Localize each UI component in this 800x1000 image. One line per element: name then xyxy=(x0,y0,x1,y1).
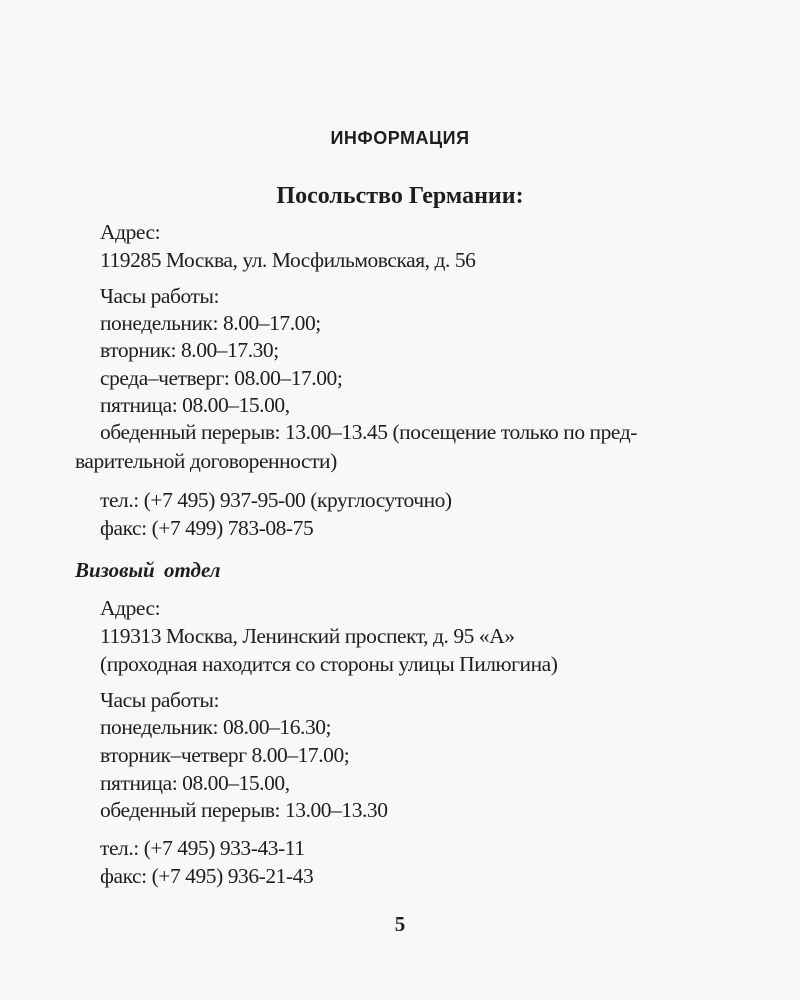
visa-heading: Визовый отдел xyxy=(75,558,221,582)
hours-line: пятница: 08.00–15.00, xyxy=(100,771,290,795)
page-number: 5 xyxy=(394,912,406,936)
fax: факс: (+7 499) 783-08-75 xyxy=(100,516,314,540)
hours-label: Часы работы: xyxy=(100,284,219,308)
hours-line: понедельник: 08.00–16.30; xyxy=(100,715,332,739)
hours-line: вторник: 8.00–17.30; xyxy=(100,338,279,362)
page-title: ИНФОРМАЦИЯ xyxy=(330,128,470,148)
phone: тел.: (+7 495) 937-95-00 (круглосуточно) xyxy=(100,488,452,512)
hours-line: варительной договоренности) xyxy=(75,449,337,473)
hours-line: обеденный перерыв: 13.00–13.30 xyxy=(100,798,388,822)
address-note: (проходная находится со стороны улицы Пилюгина) xyxy=(100,652,558,676)
hours-line: среда–четверг: 08.00–17.00; xyxy=(100,366,343,390)
hours-line: обеденный перерыв: 13.00–13.45 (посещение только по пред- xyxy=(100,420,637,444)
hours-line: пятница: 08.00–15.00, xyxy=(100,393,290,417)
hours-line: понедельник: 8.00–17.00; xyxy=(100,311,321,335)
fax: факс: (+7 495) 936-21-43 xyxy=(100,864,314,888)
address-label: Адрес: xyxy=(100,220,161,244)
embassy-heading: Посольство Германии: xyxy=(276,183,524,209)
address: 119285 Москва, ул. Мосфильмовская, д. 56 xyxy=(100,248,476,272)
address-label: Адрес: xyxy=(100,596,161,620)
phone: тел.: (+7 495) 933-43-11 xyxy=(100,836,305,860)
hours-line: вторник–четверг 8.00–17.00; xyxy=(100,743,350,767)
hours-label: Часы работы: xyxy=(100,688,219,712)
address: 119313 Москва, Ленинский проспект, д. 95 «А» xyxy=(100,624,515,648)
